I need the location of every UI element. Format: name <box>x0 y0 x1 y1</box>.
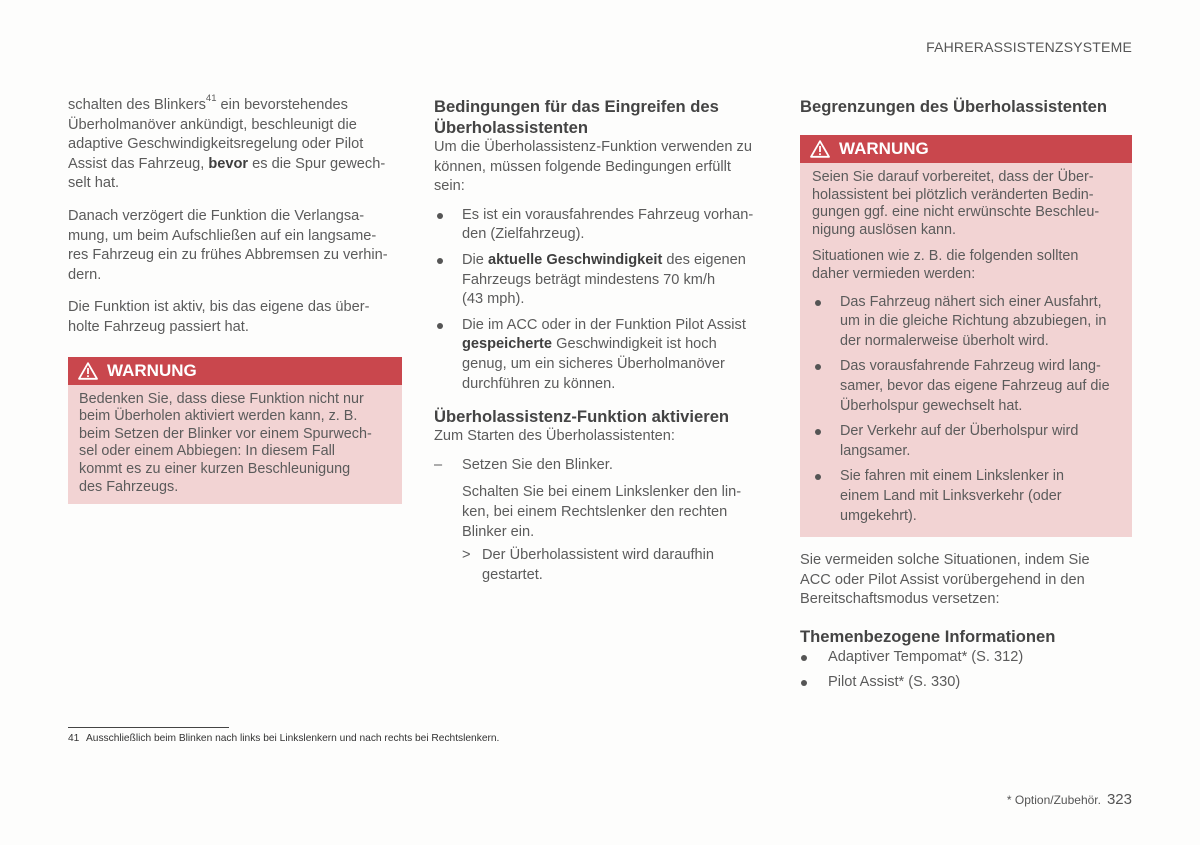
left-paragraph-3: Die Funktion ist aktiv, bis das eigene das über- holte Fahrzeug passiert hat. <box>68 299 370 335</box>
related-link-pilot-assist[interactable]: Pilot Assist* (S. 330) <box>800 673 1132 693</box>
list-item: Die im ACC oder in der Funktion Pilot Assist gespeicherte Geschwindigkeit ist hoch genug, um ein sicheres Überholmanöver durchführen zu können. <box>434 316 764 394</box>
section-title: FAHRERASSISTENZSYSTEME <box>926 39 1132 55</box>
conditions-intro: Um die Überholassistenz-Funktion verwenden zu können, müssen folgende Bedingungen erfüllt sein: <box>434 139 752 195</box>
bullet-icon <box>437 213 443 219</box>
footnote <box>68 733 499 744</box>
page-number: 323 <box>1106 791 1132 808</box>
step-item: – Setzen Sie den Blinker. <box>434 456 764 476</box>
warning-triangle-icon <box>810 140 830 158</box>
list-item: Es ist ein vorausfahrendes Fahrzeug vorhan- den (Zielfahrzeug). <box>434 206 764 245</box>
footnote-reference[interactable]: 41 <box>205 93 217 105</box>
warning-header <box>68 357 402 385</box>
bullet-icon <box>437 258 443 264</box>
warning-text: Bedenken Sie, dass diese Funktion nicht nur beim Überholen aktiviert werden kann, z. B. beim Setzen der Blinker vor einem Spurwech- sel oder einem Abbiegen: In diesem Fall kommt es zu einer kurzen Beschleunigung des Fahrzeugs. <box>79 390 372 495</box>
bullet-icon <box>815 429 821 435</box>
bullet-icon <box>815 474 821 480</box>
warning-box-left <box>68 357 402 505</box>
step-result: > Der Überholassistent wird daraufhin gestartet. <box>462 547 714 583</box>
heading-activate: Überholassistenz-Funktion aktivieren <box>434 407 730 427</box>
warning-text: Seien Sie darauf vorbereitet, dass der Über- holassistent bei plötzlich veränderten Bedin- gungen ggf. eine nicht erwünschte Beschleu- nigung auslösen kann. Situationen wie z. B. die folgenden sollten daher vermieden werden: Das Fahrzeug nähert sich einer Ausfahrt, um in die gleiche Richtung abzubiegen, in der normalerweise überholt wird. Das vorausfahrende Fahrzeug wird lang- samer, bevor das eigene Fahrzeug auf die Überholspur gewechselt hat. Der Verkehr auf der Überholspur wird langsamer. Sie fahren mit einem Linkslenker in einem Land mit Linksverkehr (oder umgekehrt). <box>800 163 1132 537</box>
list-item: Sie fahren mit einem Linkslenker in einem Land mit Linksverkehr (oder umgekehrt). <box>812 467 1120 526</box>
warning-triangle-icon <box>78 362 98 380</box>
middle-column <box>434 96 764 585</box>
result-marker: > <box>462 547 471 564</box>
footnote-text: Ausschließlich beim Blinken nach links bei Linkslenkern und nach rechts bei Rechtslenkern. <box>86 733 500 744</box>
heading-limitations: Begrenzungen des Überholassistenten <box>800 97 1108 116</box>
bullet-icon <box>801 680 807 686</box>
warning-label: WARNUNG <box>107 360 197 380</box>
page-footer <box>1007 791 1132 808</box>
heading-conditions: Bedingungen für das Eingreifen des Überholassistenten <box>434 97 719 137</box>
left-column <box>68 93 402 504</box>
warning-list <box>812 293 1120 527</box>
list-item: Der Verkehr auf der Überholspur wird langsamer. <box>812 422 1120 461</box>
warning-box-right <box>800 135 1132 537</box>
bullet-icon <box>437 323 443 329</box>
conditions-list <box>434 206 764 394</box>
right-paragraph: Sie vermeiden solche Situationen, indem Sie ACC oder Pilot Assist vorübergehend in den Bereitschaftsmodus versetzen: <box>800 552 1090 608</box>
step-note: Schalten Sie bei einem Linkslenker den lin- ken, bei einem Rechtslenker den rechten Blinker ein. <box>462 484 742 540</box>
related-link-adaptive-cruise[interactable]: Adaptiver Tempomat* (S. 312) <box>800 648 1132 668</box>
right-column <box>800 96 1132 699</box>
bullet-icon <box>801 655 807 661</box>
warning-header <box>800 135 1132 163</box>
dash-marker: – <box>434 456 443 473</box>
list-item: Das Fahrzeug nähert sich einer Ausfahrt, um in die gleiche Richtung abzubiegen, in der normalerweise überholt wird. <box>812 293 1120 352</box>
footnote-divider <box>68 727 229 728</box>
bullet-icon <box>815 300 821 306</box>
option-note: * Option/Zubehör. <box>1006 793 1101 807</box>
left-paragraph-1: schalten des Blinkers$^{41}$ ein bevorstehendes Überholmanöver ankündigt, beschleunigt die adaptive Geschwindigkeitsregelung oder Pilot Assist das Fahrzeug, bevor es die Spur gewech- selt hat. <box>68 93 386 192</box>
list-item: Die aktuelle Geschwindigkeit des eigenen Fahrzeugs beträgt mindestens 70 km/h (43 mph). <box>434 251 764 310</box>
bullet-icon <box>815 364 821 370</box>
footnote-number: 41 <box>68 733 80 744</box>
activate-intro: Zum Starten des Überholassistenten: <box>434 428 675 445</box>
left-paragraph-2: Danach verzögert die Funktion die Verlangsa- mung, um beim Aufschließen auf ein langsame- res Fahrzeug ein zu frühes Abbremsen zu verhin- dern. <box>68 207 388 283</box>
heading-related-info: Themenbezogene Informationen <box>800 626 1056 646</box>
warning-label: WARNUNG <box>839 139 929 159</box>
list-item: Das vorausfahrende Fahrzeug wird lang- samer, bevor das eigene Fahrzeug auf die Überholspur gewechselt hat. <box>812 357 1120 416</box>
related-links <box>800 648 1132 693</box>
